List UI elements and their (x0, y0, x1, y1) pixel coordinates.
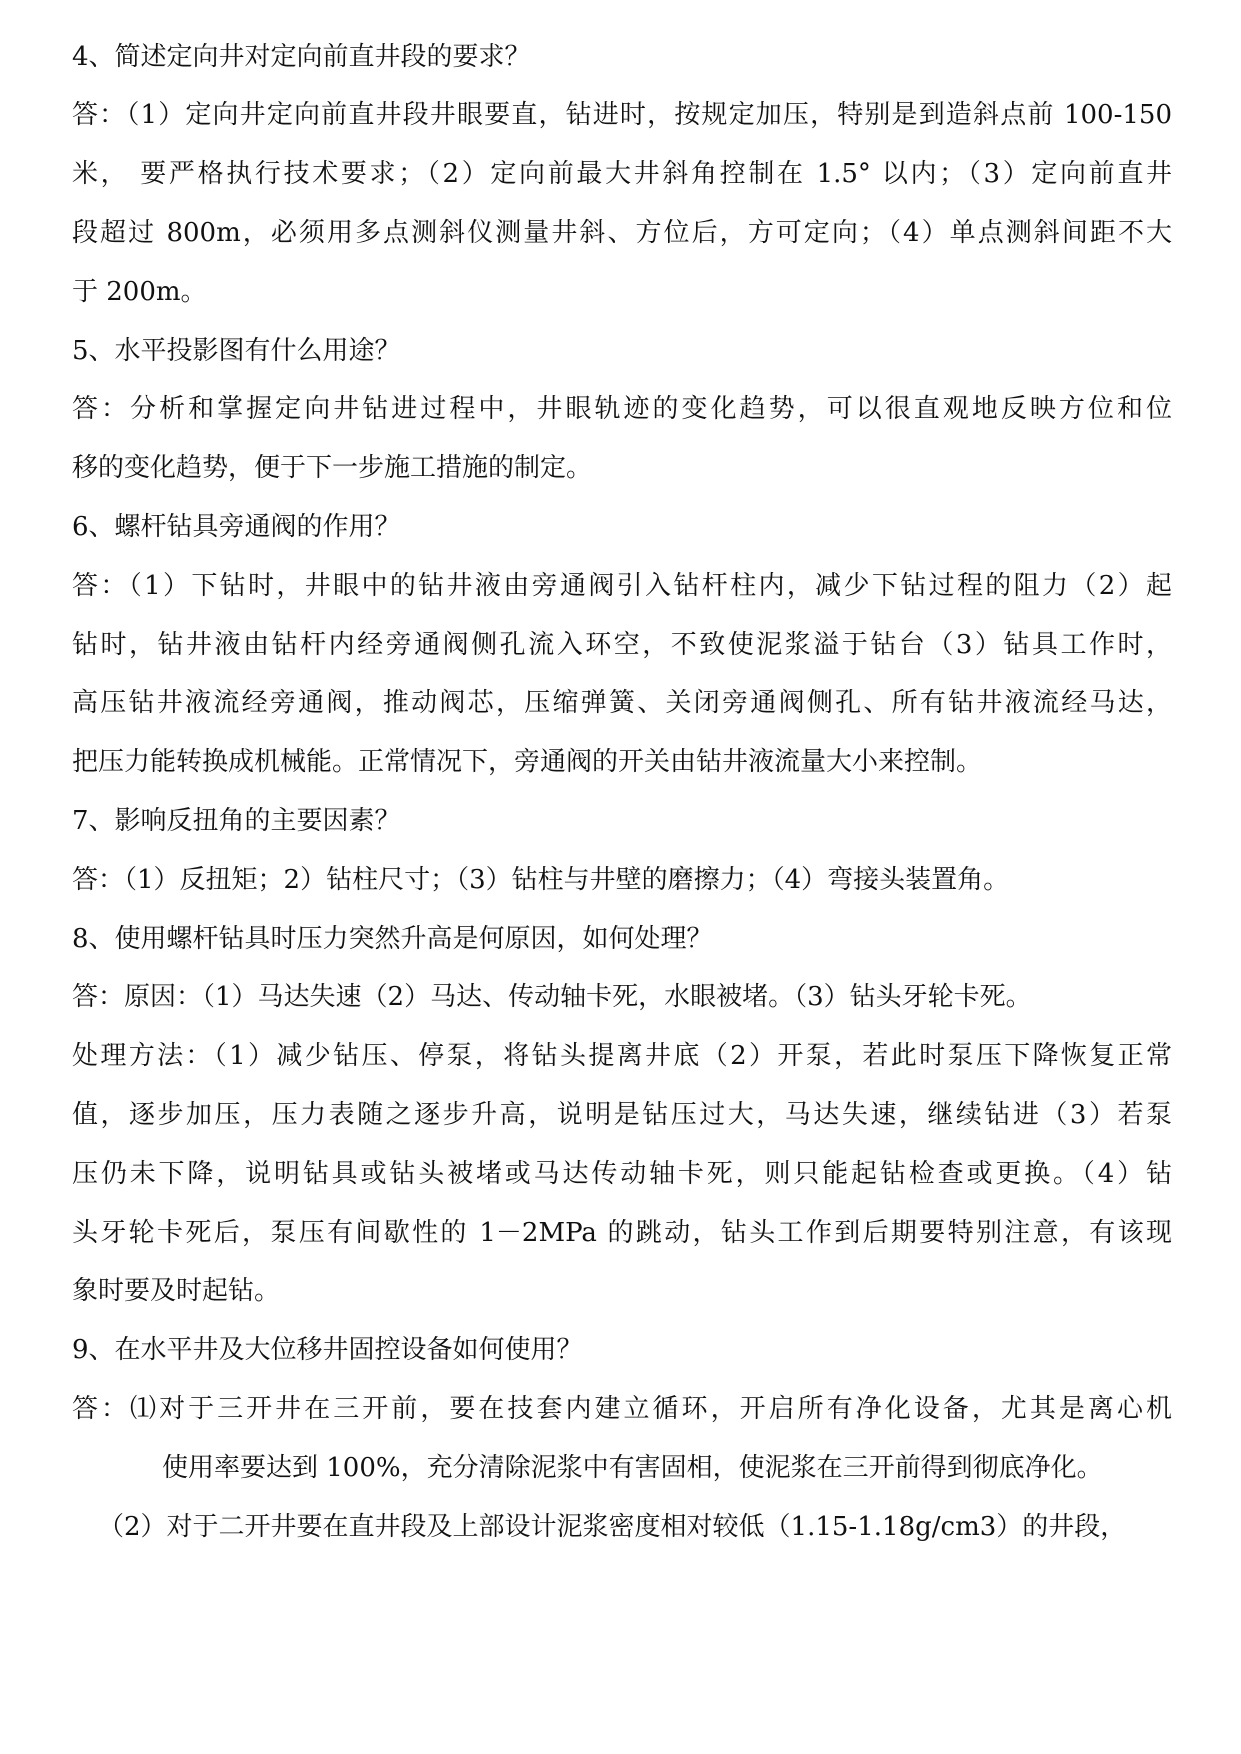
answer-5-line-1: 答：分析和掌握定向井钻进过程中，井眼轨迹的变化趋势，可以很直观地反映方位和位 (72, 394, 1172, 424)
answer-6-line-1: 答：（1）下钻时，井眼中的钻井液由旁通阀引入钻杆柱内，减少下钻过程的阻力（2）起 (72, 571, 1172, 601)
answer-5-line-2: 移的变化趋势，便于下一步施工措施的制定。 (72, 453, 593, 483)
question-7-heading: 7、影响反扭角的主要因素？ (72, 806, 401, 836)
answer-8-method-line-4: 头牙轮卡死后，泵压有间歇性的 1－2MPa 的跳动，钻头工作到后期要特别注意，有该现 (72, 1218, 1172, 1248)
question-8-heading: 8、使用螺杆钻具时压力突然升高是何原因，如何处理？ (72, 924, 713, 954)
answer-4-line-4: 于 200m。 (72, 277, 207, 307)
question-5-heading: 5、水平投影图有什么用途？ (72, 336, 401, 366)
answer-4-line-3: 段超过 800m，必须用多点测斜仪测量井斜、方位后，方可定向；（4）单点测斜间距不大 (72, 218, 1172, 248)
answer-8-method-line-1: 处理方法：（1）减少钻压、停泵，将钻头提离井底（2）开泵，若此时泵压下降恢复正常 (72, 1041, 1172, 1071)
answer-4-line-1: 答：（1）定向井定向前直井段井眼要直，钻进时，按规定加压，特别是到造斜点前 100-150 (72, 100, 1172, 130)
answer-8-method-line-3: 压仍未下降，说明钻具或钻头被堵或马达传动轴卡死，则只能起钻检查或更换。（4）钻 (72, 1159, 1172, 1189)
answer-8-method-line-2: 值，逐步加压，压力表随之逐步升高，说明是钻压过大，马达失速，继续钻进（3）若泵 (72, 1100, 1172, 1130)
answer-9-line-2: 使用率要达到 100%，充分清除泥浆中有害固相，使泥浆在三开前得到彻底净化。 (162, 1453, 1103, 1483)
answer-8-method-line-5: 象时要及时起钻。 (72, 1276, 281, 1306)
question-6-heading: 6、螺杆钻具旁通阀的作用？ (72, 512, 401, 542)
question-9-heading: 9、在水平井及大位移井固控设备如何使用？ (72, 1335, 583, 1365)
answer-6-line-4: 把压力能转换成机械能。正常情况下，旁通阀的开关由钻井液流量大小来控制。 (72, 747, 983, 777)
answer-9-line-1: 答：⑴对于三开井在三开前，要在技套内建立循环，开启所有净化设备，尤其是离心机 (72, 1394, 1172, 1424)
answer-4-line-2: 米， 要严格执行技术要求；（2）定向前最大井斜角控制在 1.5° 以内；（3）定向前直井 (72, 159, 1172, 189)
answer-6-line-2: 钻时，钻井液由钻杆内经旁通阀侧孔流入环空，不致使泥浆溢于钻台（3）钻具工作时， (72, 630, 1172, 660)
question-4-heading: 4、简述定向井对定向前直井段的要求？ (72, 42, 531, 72)
answer-6-line-3: 高压钻井液流经旁通阀，推动阀芯，压缩弹簧、关闭旁通阀侧孔、所有钻井液流经马达， (72, 688, 1172, 718)
answer-7-line-1: 答：（1）反扭矩；2）钻柱尺寸；（3）钻柱与井壁的磨擦力；（4）弯接头装置角。 (72, 865, 1010, 895)
answer-8-cause-line: 答：原因：（1）马达失速（2）马达、传动轴卡死，水眼被堵。（3）钻头牙轮卡死。 (72, 982, 1032, 1012)
answer-9-line-3: （2）对于二开井要在直井段及上部设计泥浆密度相对较低（1.15-1.18g/cm3）的井段， (98, 1512, 1127, 1542)
